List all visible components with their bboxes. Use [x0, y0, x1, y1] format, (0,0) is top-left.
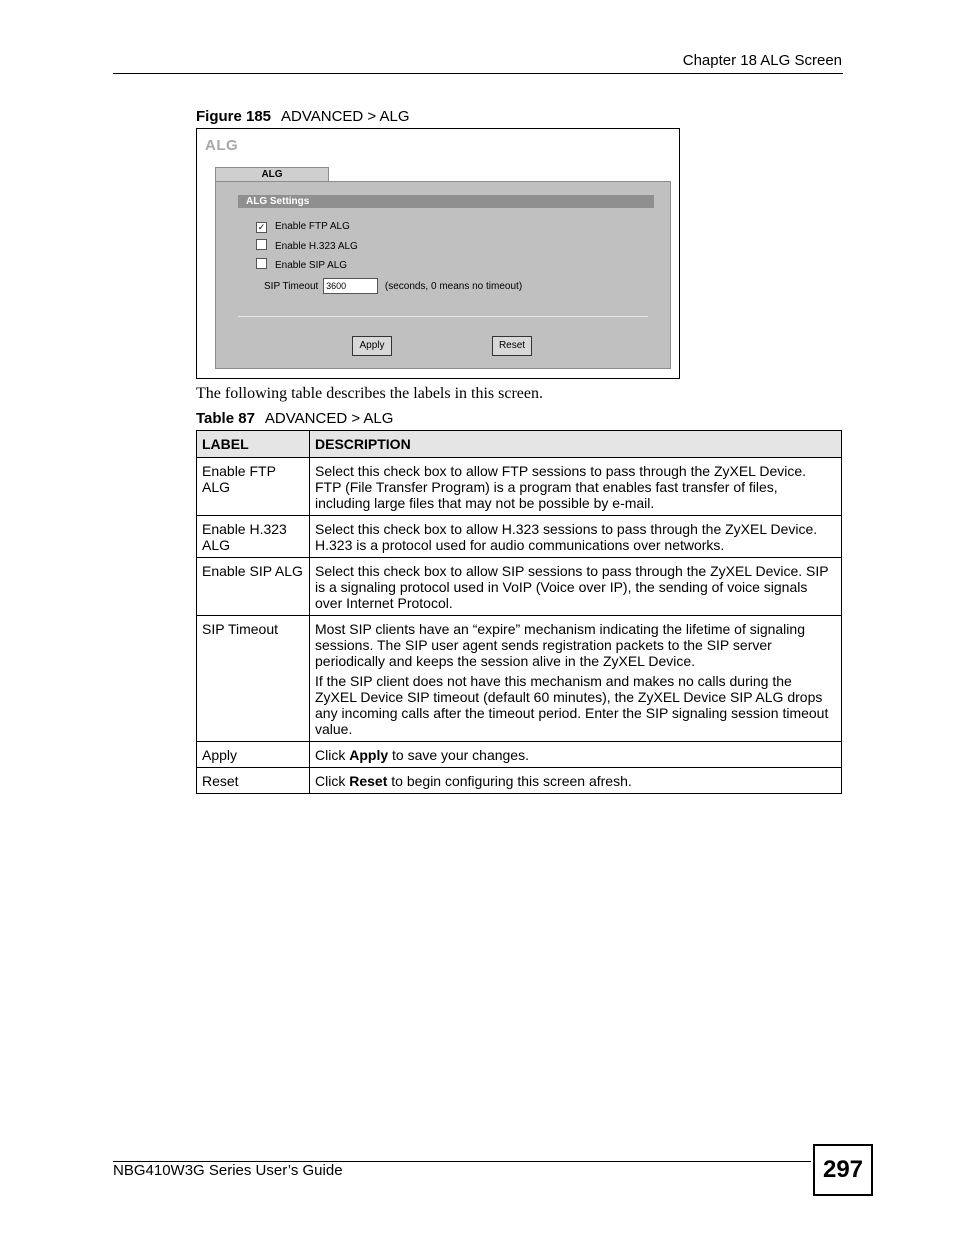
row-label: SIP Timeout [197, 616, 310, 742]
screen-title: ALG [205, 137, 239, 154]
header-description: DESCRIPTION [310, 431, 842, 458]
page-number: 297 [813, 1144, 873, 1196]
description-bold: Apply [349, 747, 389, 763]
description-text: Select this check box to allow FTP sessions to pass through the ZyXEL Device. FTP (File Transfer Program) is a program that enables fast transfer of files, including large files that may not be possible by e-mail. [315, 463, 807, 511]
table-row [197, 458, 842, 516]
enable-sip-row [256, 258, 347, 272]
enable-sip-checkbox[interactable] [256, 258, 267, 269]
description-text: Click [315, 747, 350, 763]
row-label: Enable FTP ALG [197, 458, 310, 516]
enable-h323-checkbox[interactable] [256, 239, 267, 250]
sip-timeout-row [264, 278, 522, 296]
chapter-header: Chapter 18 ALG Screen [682, 52, 842, 69]
apply-button[interactable]: Apply [352, 336, 392, 356]
header-divider [113, 73, 843, 74]
figure-title: ADVANCED > ALG [281, 108, 410, 125]
table-row [197, 558, 842, 616]
enable-ftp-label: Enable FTP ALG [275, 221, 350, 232]
row-description [310, 742, 842, 768]
sip-timeout-hint: (seconds, 0 means no timeout) [384, 281, 523, 292]
description-text: Click [315, 773, 350, 789]
table-header-row [197, 431, 842, 458]
row-description [310, 616, 842, 742]
table-number: Table 87 [196, 410, 255, 427]
description-text: Most SIP clients have an “expire” mechanism indicating the lifetime of signaling sessions. The SIP user agent sends registration packets to the SIP server periodically and keeps the session alive in the ZyXEL Device. [315, 621, 805, 669]
table-caption [196, 410, 393, 427]
panel-divider [238, 316, 648, 317]
header-label: LABEL [197, 431, 310, 458]
tab-alg[interactable]: ALG [215, 167, 329, 182]
table-row [197, 616, 842, 742]
sip-timeout-input[interactable]: 3600 [323, 278, 378, 294]
row-label: Enable H.323 ALG [197, 516, 310, 558]
row-description [310, 768, 842, 794]
alg-screenshot [196, 128, 680, 379]
enable-sip-label: Enable SIP ALG [275, 260, 348, 271]
row-label: Reset [197, 768, 310, 794]
figure-caption [196, 108, 410, 125]
description-text: to begin configuring this screen afresh. [387, 773, 632, 789]
table-row [197, 516, 842, 558]
settings-panel [215, 181, 671, 369]
description-text: Select this check box to allow H.323 sessions to pass through the ZyXEL Device. H.323 is a protocol used for audio communications over networks. [315, 521, 818, 553]
row-label: Enable SIP ALG [197, 558, 310, 616]
guide-title: NBG410W3G Series User’s Guide [113, 1162, 343, 1179]
description-text: Select this check box to allow SIP sessions to pass through the ZyXEL Device. SIP is a signaling protocol used in VoIP (Voice over IP), the sending of voice signals over Internet Protocol. [315, 563, 829, 611]
sip-timeout-label: SIP Timeout [264, 281, 319, 292]
table-row [197, 768, 842, 794]
table-row [197, 742, 842, 768]
enable-ftp-checkbox[interactable]: ✓ [257, 222, 266, 232]
figure-number: Figure 185 [196, 108, 272, 125]
row-label: Apply [197, 742, 310, 768]
enable-ftp-row [256, 220, 350, 234]
enable-h323-row [256, 239, 358, 253]
enable-h323-label: Enable H.323 ALG [275, 241, 358, 252]
table-title: ADVANCED > ALG [264, 410, 394, 427]
description-text: If the SIP client does not have this mechanism and makes no calls during the ZyXEL Device SIP timeout (default 60 minutes), the ZyXEL Device SIP ALG drops any incoming calls after the timeout period. Enter the SIP signaling session timeout value. [315, 673, 829, 737]
row-description [310, 558, 842, 616]
row-description [310, 458, 842, 516]
row-description [310, 516, 842, 558]
intro-text: The following table describes the labels in this screen. [196, 385, 544, 402]
description-text: to save your changes. [388, 747, 529, 763]
reset-button[interactable]: Reset [492, 336, 532, 356]
description-bold: Reset [349, 773, 388, 789]
section-header: ALG Settings [238, 195, 654, 208]
label-description-table [196, 430, 842, 794]
